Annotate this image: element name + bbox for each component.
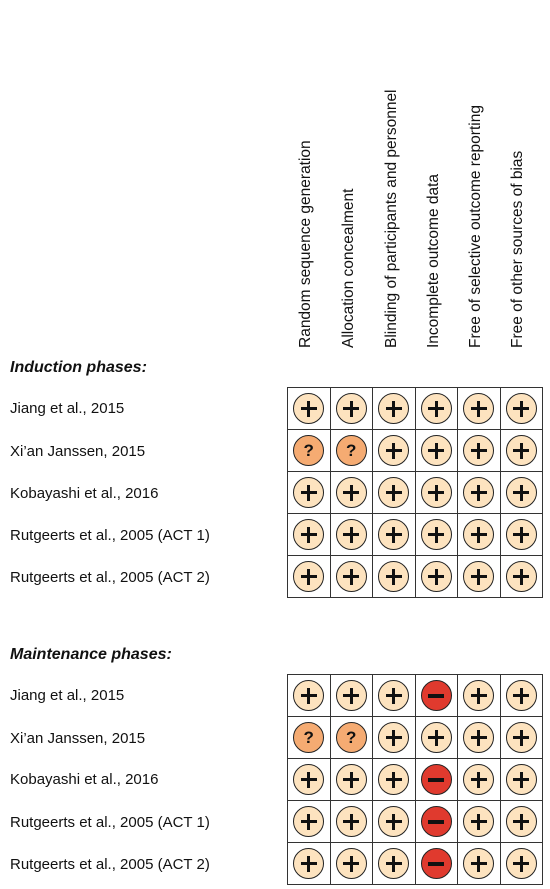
risk-grid-maintenance [287,674,543,885]
grid-row [288,675,543,717]
study-label: Xi’an Janssen, 2015 [10,730,146,747]
high-risk-icon [421,848,452,879]
grid-row [288,556,543,598]
rating-cell [288,675,331,717]
high-risk-icon [421,680,452,711]
rating-cell [416,388,459,430]
section-title-maintenance: Maintenance phases: [10,646,172,663]
study-label: Rutgeerts et al., 2005 (ACT 2) [10,856,210,873]
rating-cell [373,472,416,514]
low-risk-icon [421,561,452,592]
column-header-selective-reporting: Free of selective outcome reporting [467,105,484,348]
high-risk-icon [421,764,452,795]
low-risk-icon [293,477,324,508]
rating-cell [501,717,544,759]
rating-cell [331,717,374,759]
column-header-random-sequence: Random sequence generation [297,140,314,348]
rating-cell [288,388,331,430]
low-risk-icon [463,848,494,879]
rating-cell [458,556,501,598]
rating-cell [288,556,331,598]
low-risk-icon [293,848,324,879]
column-header-blinding: Blinding of participants and personnel [383,89,400,348]
rating-cell [501,514,544,556]
rating-cell [331,430,374,472]
low-risk-icon [506,477,537,508]
study-label: Kobayashi et al., 2016 [10,771,159,788]
low-risk-icon [336,680,367,711]
low-risk-icon [293,806,324,837]
rating-cell [331,388,374,430]
rating-cell [416,514,459,556]
low-risk-icon [463,435,494,466]
high-risk-icon [421,806,452,837]
low-risk-icon [378,561,409,592]
low-risk-icon [421,477,452,508]
low-risk-icon [293,561,324,592]
rating-cell [458,430,501,472]
rating-cell [416,759,459,801]
low-risk-icon [463,393,494,424]
low-risk-icon [378,764,409,795]
low-risk-icon [378,519,409,550]
study-label: Rutgeerts et al., 2005 (ACT 1) [10,527,210,544]
low-risk-icon [336,393,367,424]
low-risk-icon [378,806,409,837]
section-title-induction: Induction phases: [10,359,147,376]
grid-row [288,801,543,843]
rating-cell [373,801,416,843]
low-risk-icon [378,722,409,753]
rating-cell [458,843,501,885]
rating-cell [373,388,416,430]
rating-cell [416,843,459,885]
low-risk-icon [506,393,537,424]
rating-cell [501,430,544,472]
low-risk-icon [378,435,409,466]
low-risk-icon [463,477,494,508]
low-risk-icon [506,806,537,837]
low-risk-icon [506,764,537,795]
study-label: Kobayashi et al., 2016 [10,485,159,502]
low-risk-icon [378,477,409,508]
low-risk-icon [421,722,452,753]
grid-row [288,843,543,885]
low-risk-icon [421,393,452,424]
grid-row [288,717,543,759]
low-risk-icon [506,848,537,879]
column-header-allocation: Allocation concealment [340,188,357,348]
low-risk-icon [336,806,367,837]
low-risk-icon [336,561,367,592]
low-risk-icon [336,848,367,879]
rating-cell [331,675,374,717]
rating-cell [501,759,544,801]
rating-cell [288,472,331,514]
rating-cell [458,801,501,843]
low-risk-icon [463,561,494,592]
low-risk-icon [463,806,494,837]
rating-cell [331,801,374,843]
rating-cell [416,675,459,717]
rating-cell [288,801,331,843]
rating-cell [373,514,416,556]
rating-cell [288,759,331,801]
low-risk-icon [378,680,409,711]
low-risk-icon [463,764,494,795]
low-risk-icon [506,435,537,466]
unclear-risk-icon: ? [293,722,324,753]
low-risk-icon [336,764,367,795]
rating-cell [288,843,331,885]
risk-grid-induction [287,387,543,598]
low-risk-icon [293,764,324,795]
low-risk-icon [506,722,537,753]
low-risk-icon [506,519,537,550]
rating-cell [416,472,459,514]
low-risk-icon [293,680,324,711]
rating-cell [331,514,374,556]
low-risk-icon [506,680,537,711]
rating-cell [373,759,416,801]
low-risk-icon [293,519,324,550]
low-risk-icon [463,519,494,550]
rating-cell [458,472,501,514]
rating-cell [288,717,331,759]
low-risk-icon [336,477,367,508]
rating-cell [331,843,374,885]
rating-cell [501,388,544,430]
rating-cell [501,801,544,843]
rating-cell [501,843,544,885]
rating-cell [458,759,501,801]
rating-cell [331,556,374,598]
rating-cell [458,388,501,430]
rating-cell [416,801,459,843]
rating-cell [501,675,544,717]
unclear-risk-icon: ? [293,435,324,466]
unclear-risk-icon: ? [336,435,367,466]
grid-row [288,472,543,514]
rating-cell [416,430,459,472]
low-risk-icon [336,519,367,550]
low-risk-icon [463,722,494,753]
study-label: Rutgeerts et al., 2005 (ACT 2) [10,569,210,586]
rating-cell [373,430,416,472]
study-label: Jiang et al., 2015 [10,400,125,417]
rating-cell [501,472,544,514]
rating-cell [458,675,501,717]
low-risk-icon [378,393,409,424]
rating-cell [373,675,416,717]
rating-cell [331,472,374,514]
low-risk-icon [421,435,452,466]
rating-cell [416,556,459,598]
grid-row [288,430,543,472]
rating-cell [458,514,501,556]
study-label: Rutgeerts et al., 2005 (ACT 1) [10,814,210,831]
rating-cell [458,717,501,759]
rating-cell [373,556,416,598]
rating-cell [373,717,416,759]
rating-cell [288,430,331,472]
unclear-risk-icon: ? [336,722,367,753]
grid-row [288,514,543,556]
rating-cell [288,514,331,556]
low-risk-icon [421,519,452,550]
rating-cell [416,717,459,759]
rating-cell [373,843,416,885]
low-risk-icon [378,848,409,879]
rating-cell [331,759,374,801]
grid-row [288,388,543,430]
low-risk-icon [506,561,537,592]
grid-row [288,759,543,801]
column-header-incomplete-outcome: Incomplete outcome data [425,173,442,348]
low-risk-icon [293,393,324,424]
study-label: Jiang et al., 2015 [10,687,125,704]
study-label: Xi’an Janssen, 2015 [10,443,146,460]
low-risk-icon [463,680,494,711]
rating-cell [501,556,544,598]
column-header-other-bias: Free of other sources of bias [509,150,526,348]
